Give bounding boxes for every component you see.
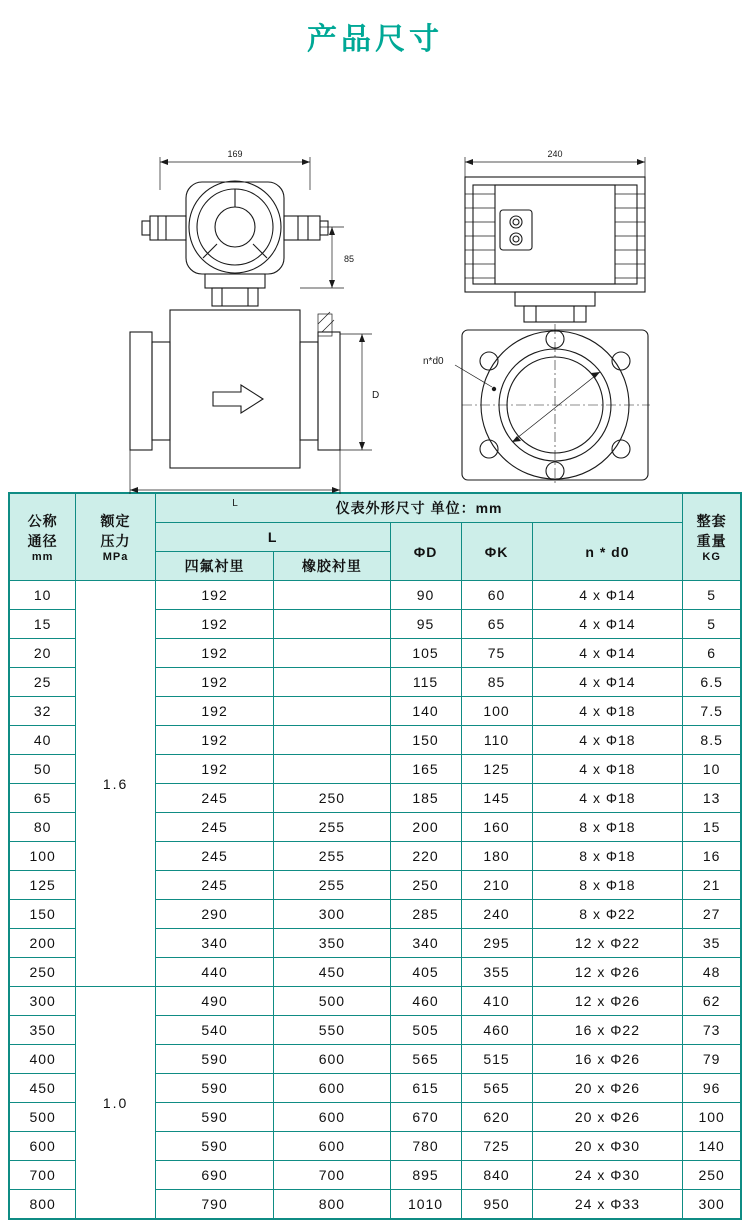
table-body (9, 581, 741, 1220)
cell-l-rubber: 250 (274, 784, 390, 813)
dimension-L (130, 450, 340, 494)
cell-phi-d: 220 (390, 842, 461, 871)
cell-dn: 10 (9, 581, 76, 610)
cell-phi-d: 95 (390, 610, 461, 639)
header-pressure-line1: 额定 (100, 513, 131, 529)
cell-dn: 150 (9, 900, 76, 929)
dimension-169 (160, 157, 310, 190)
cell-n-d0: 8 x Φ18 (532, 871, 683, 900)
cell-l-ptfe: 192 (155, 610, 273, 639)
header-dn-line1: 公称 (27, 513, 58, 529)
cell-l-rubber (274, 581, 390, 610)
cell-phi-k: 110 (461, 726, 532, 755)
cell-l-ptfe: 192 (155, 755, 273, 784)
cell-n-d0: 4 x Φ18 (532, 784, 683, 813)
cell-phi-d: 1010 (390, 1190, 461, 1220)
table-row (9, 987, 741, 1016)
cell-l-rubber (274, 755, 390, 784)
cell-n-d0: 24 x Φ30 (532, 1161, 683, 1190)
cell-dn: 125 (9, 871, 76, 900)
cell-l-rubber (274, 697, 390, 726)
cell-n-d0: 4 x Φ14 (532, 610, 683, 639)
specification-table-wrap (0, 492, 750, 1220)
cell-n-d0: 20 x Φ26 (532, 1103, 683, 1132)
cell-phi-k: 125 (461, 755, 532, 784)
cell-l-rubber: 600 (274, 1132, 390, 1161)
cell-dn: 300 (9, 987, 76, 1016)
cell-phi-d: 460 (390, 987, 461, 1016)
cell-phi-k: 840 (461, 1161, 532, 1190)
cell-phi-k: 725 (461, 1132, 532, 1161)
cell-l-ptfe: 192 (155, 639, 273, 668)
cell-l-ptfe: 340 (155, 929, 273, 958)
cell-weight: 5 (683, 610, 741, 639)
cell-dn: 40 (9, 726, 76, 755)
cell-phi-k: 355 (461, 958, 532, 987)
cell-dn: 200 (9, 929, 76, 958)
cell-n-d0: 4 x Φ14 (532, 639, 683, 668)
label-dim-D: D (372, 390, 380, 401)
cell-dn: 800 (9, 1190, 76, 1220)
cell-l-ptfe: 192 (155, 668, 273, 697)
flow-arrow (213, 385, 263, 413)
cell-n-d0: 4 x Φ14 (532, 668, 683, 697)
cell-n-d0: 8 x Φ22 (532, 900, 683, 929)
cell-phi-k: 65 (461, 610, 532, 639)
cell-l-rubber: 550 (274, 1016, 390, 1045)
cell-dn: 15 (9, 610, 76, 639)
cell-phi-k: 460 (461, 1016, 532, 1045)
cell-phi-k: 565 (461, 1074, 532, 1103)
cell-weight: 21 (683, 871, 741, 900)
cell-dn: 250 (9, 958, 76, 987)
cell-phi-d: 140 (390, 697, 461, 726)
cell-n-d0: 8 x Φ18 (532, 813, 683, 842)
cell-n-d0: 16 x Φ26 (532, 1045, 683, 1074)
cell-phi-k: 160 (461, 813, 532, 842)
cell-phi-k: 210 (461, 871, 532, 900)
cell-l-rubber (274, 726, 390, 755)
cell-l-rubber (274, 639, 390, 668)
cell-phi-k: 60 (461, 581, 532, 610)
header-pressure-line2: 压力 (100, 533, 131, 549)
cell-l-ptfe: 590 (155, 1132, 273, 1161)
cell-phi-d: 250 (390, 871, 461, 900)
cell-weight: 15 (683, 813, 741, 842)
label-callout-nd0: n*d0 (423, 356, 444, 367)
cell-dn: 80 (9, 813, 76, 842)
cell-l-rubber: 255 (274, 871, 390, 900)
cell-phi-k: 950 (461, 1190, 532, 1220)
header-phi-k: ΦK (461, 523, 532, 581)
cell-phi-d: 285 (390, 900, 461, 929)
cell-n-d0: 8 x Φ18 (532, 842, 683, 871)
header-pressure (76, 493, 156, 581)
cell-n-d0: 16 x Φ22 (532, 1016, 683, 1045)
cell-l-rubber: 800 (274, 1190, 390, 1220)
cell-weight: 79 (683, 1045, 741, 1074)
cell-weight: 140 (683, 1132, 741, 1161)
cell-phi-k: 145 (461, 784, 532, 813)
header-L-ptfe: 四氟衬里 (155, 552, 273, 581)
cell-weight: 73 (683, 1016, 741, 1045)
cell-weight: 48 (683, 958, 741, 987)
cell-dn: 450 (9, 1074, 76, 1103)
cell-weight: 96 (683, 1074, 741, 1103)
cell-weight: 7.5 (683, 697, 741, 726)
cell-phi-d: 165 (390, 755, 461, 784)
cell-phi-d: 615 (390, 1074, 461, 1103)
cell-l-ptfe: 192 (155, 697, 273, 726)
cell-l-rubber (274, 668, 390, 697)
cell-phi-d: 565 (390, 1045, 461, 1074)
cell-phi-d: 895 (390, 1161, 461, 1190)
header-n-d0: n * d0 (532, 523, 683, 581)
cell-dn: 400 (9, 1045, 76, 1074)
cell-phi-k: 295 (461, 929, 532, 958)
cell-dn: 32 (9, 697, 76, 726)
cell-n-d0: 20 x Φ30 (532, 1132, 683, 1161)
cell-phi-k: 240 (461, 900, 532, 929)
header-weight-line1: 整套 (696, 513, 727, 529)
cell-l-rubber: 300 (274, 900, 390, 929)
page-title: 产品尺寸 (307, 23, 443, 56)
header-dn-line2: 通径 (27, 533, 58, 549)
cell-l-ptfe: 192 (155, 726, 273, 755)
cell-dn: 700 (9, 1161, 76, 1190)
cell-phi-d: 670 (390, 1103, 461, 1132)
cell-l-rubber: 600 (274, 1045, 390, 1074)
cell-pressure: 1.0 (76, 987, 156, 1220)
cell-l-rubber: 350 (274, 929, 390, 958)
cell-phi-k: 515 (461, 1045, 532, 1074)
cell-n-d0: 4 x Φ18 (532, 697, 683, 726)
header-L-rubber: 橡胶衬里 (274, 552, 390, 581)
cell-weight: 250 (683, 1161, 741, 1190)
cell-weight: 8.5 (683, 726, 741, 755)
cell-phi-d: 105 (390, 639, 461, 668)
cell-phi-d: 405 (390, 958, 461, 987)
header-dn-unit: mm (31, 551, 54, 563)
label-dim-L: L (232, 498, 238, 509)
cell-weight: 100 (683, 1103, 741, 1132)
cell-phi-d: 505 (390, 1016, 461, 1045)
cell-weight: 10 (683, 755, 741, 784)
cell-phi-k: 100 (461, 697, 532, 726)
cell-phi-d: 340 (390, 929, 461, 958)
header-weight-line2: 重量 (696, 533, 727, 549)
cell-l-rubber: 255 (274, 842, 390, 871)
cell-l-rubber: 600 (274, 1103, 390, 1132)
cell-l-ptfe: 540 (155, 1016, 273, 1045)
cell-n-d0: 12 x Φ26 (532, 987, 683, 1016)
cell-n-d0: 12 x Φ26 (532, 958, 683, 987)
cell-l-ptfe: 192 (155, 581, 273, 610)
cell-l-ptfe: 245 (155, 871, 273, 900)
cell-pressure: 1.6 (76, 581, 156, 987)
cell-n-d0: 4 x Φ14 (532, 581, 683, 610)
cell-phi-d: 200 (390, 813, 461, 842)
cell-l-ptfe: 245 (155, 813, 273, 842)
cell-dn: 20 (9, 639, 76, 668)
cell-n-d0: 12 x Φ22 (532, 929, 683, 958)
cell-dn: 65 (9, 784, 76, 813)
cell-l-rubber: 600 (274, 1074, 390, 1103)
cell-n-d0: 20 x Φ26 (532, 1074, 683, 1103)
cell-l-ptfe: 590 (155, 1103, 273, 1132)
cell-weight: 16 (683, 842, 741, 871)
cell-dn: 50 (9, 755, 76, 784)
cell-phi-k: 620 (461, 1103, 532, 1132)
header-L: L (155, 523, 390, 552)
cell-phi-k: 85 (461, 668, 532, 697)
cell-weight: 62 (683, 987, 741, 1016)
cell-phi-d: 185 (390, 784, 461, 813)
dimension-240 (465, 157, 645, 182)
dimension-D (340, 334, 372, 450)
cell-l-ptfe: 440 (155, 958, 273, 987)
cell-n-d0: 4 x Φ18 (532, 726, 683, 755)
header-weight-unit: KG (702, 551, 721, 563)
cell-l-rubber: 255 (274, 813, 390, 842)
header-group-dimensions: 仪表外形尺寸 单位：mm (155, 493, 682, 523)
label-dim-85: 85 (344, 254, 355, 264)
cell-l-ptfe: 245 (155, 842, 273, 871)
cell-l-rubber (274, 610, 390, 639)
cell-weight: 27 (683, 900, 741, 929)
cell-phi-d: 150 (390, 726, 461, 755)
label-dim-240: 240 (547, 149, 563, 159)
cell-n-d0: 4 x Φ18 (532, 755, 683, 784)
cell-phi-k: 410 (461, 987, 532, 1016)
cell-n-d0: 24 x Φ33 (532, 1190, 683, 1220)
cell-weight: 6.5 (683, 668, 741, 697)
cell-l-rubber: 500 (274, 987, 390, 1016)
header-weight (683, 493, 741, 581)
cell-l-ptfe: 790 (155, 1190, 273, 1220)
cell-phi-d: 780 (390, 1132, 461, 1161)
cell-weight: 13 (683, 784, 741, 813)
cell-dn: 500 (9, 1103, 76, 1132)
cell-phi-d: 115 (390, 668, 461, 697)
cell-dn: 100 (9, 842, 76, 871)
cell-dn: 25 (9, 668, 76, 697)
header-phi-d: ΦD (390, 523, 461, 581)
cell-phi-k: 75 (461, 639, 532, 668)
header-pressure-unit: MPa (102, 551, 129, 563)
cell-dn: 350 (9, 1016, 76, 1045)
cell-l-rubber: 450 (274, 958, 390, 987)
cell-l-ptfe: 245 (155, 784, 273, 813)
cell-l-ptfe: 590 (155, 1045, 273, 1074)
cell-phi-d: 90 (390, 581, 461, 610)
cell-dn: 600 (9, 1132, 76, 1161)
specification-table (8, 492, 742, 1220)
label-dim-169: 169 (227, 149, 243, 159)
cell-l-ptfe: 590 (155, 1074, 273, 1103)
cell-l-ptfe: 490 (155, 987, 273, 1016)
cell-weight: 6 (683, 639, 741, 668)
cell-phi-k: 180 (461, 842, 532, 871)
cell-l-rubber: 700 (274, 1161, 390, 1190)
cell-weight: 35 (683, 929, 741, 958)
header-dn (9, 493, 76, 581)
cell-l-ptfe: 690 (155, 1161, 273, 1190)
dimension-85 (300, 227, 344, 288)
cell-weight: 300 (683, 1190, 741, 1220)
cell-weight: 5 (683, 581, 741, 610)
cell-l-ptfe: 290 (155, 900, 273, 929)
table-header (9, 493, 741, 581)
table-row (9, 581, 741, 610)
